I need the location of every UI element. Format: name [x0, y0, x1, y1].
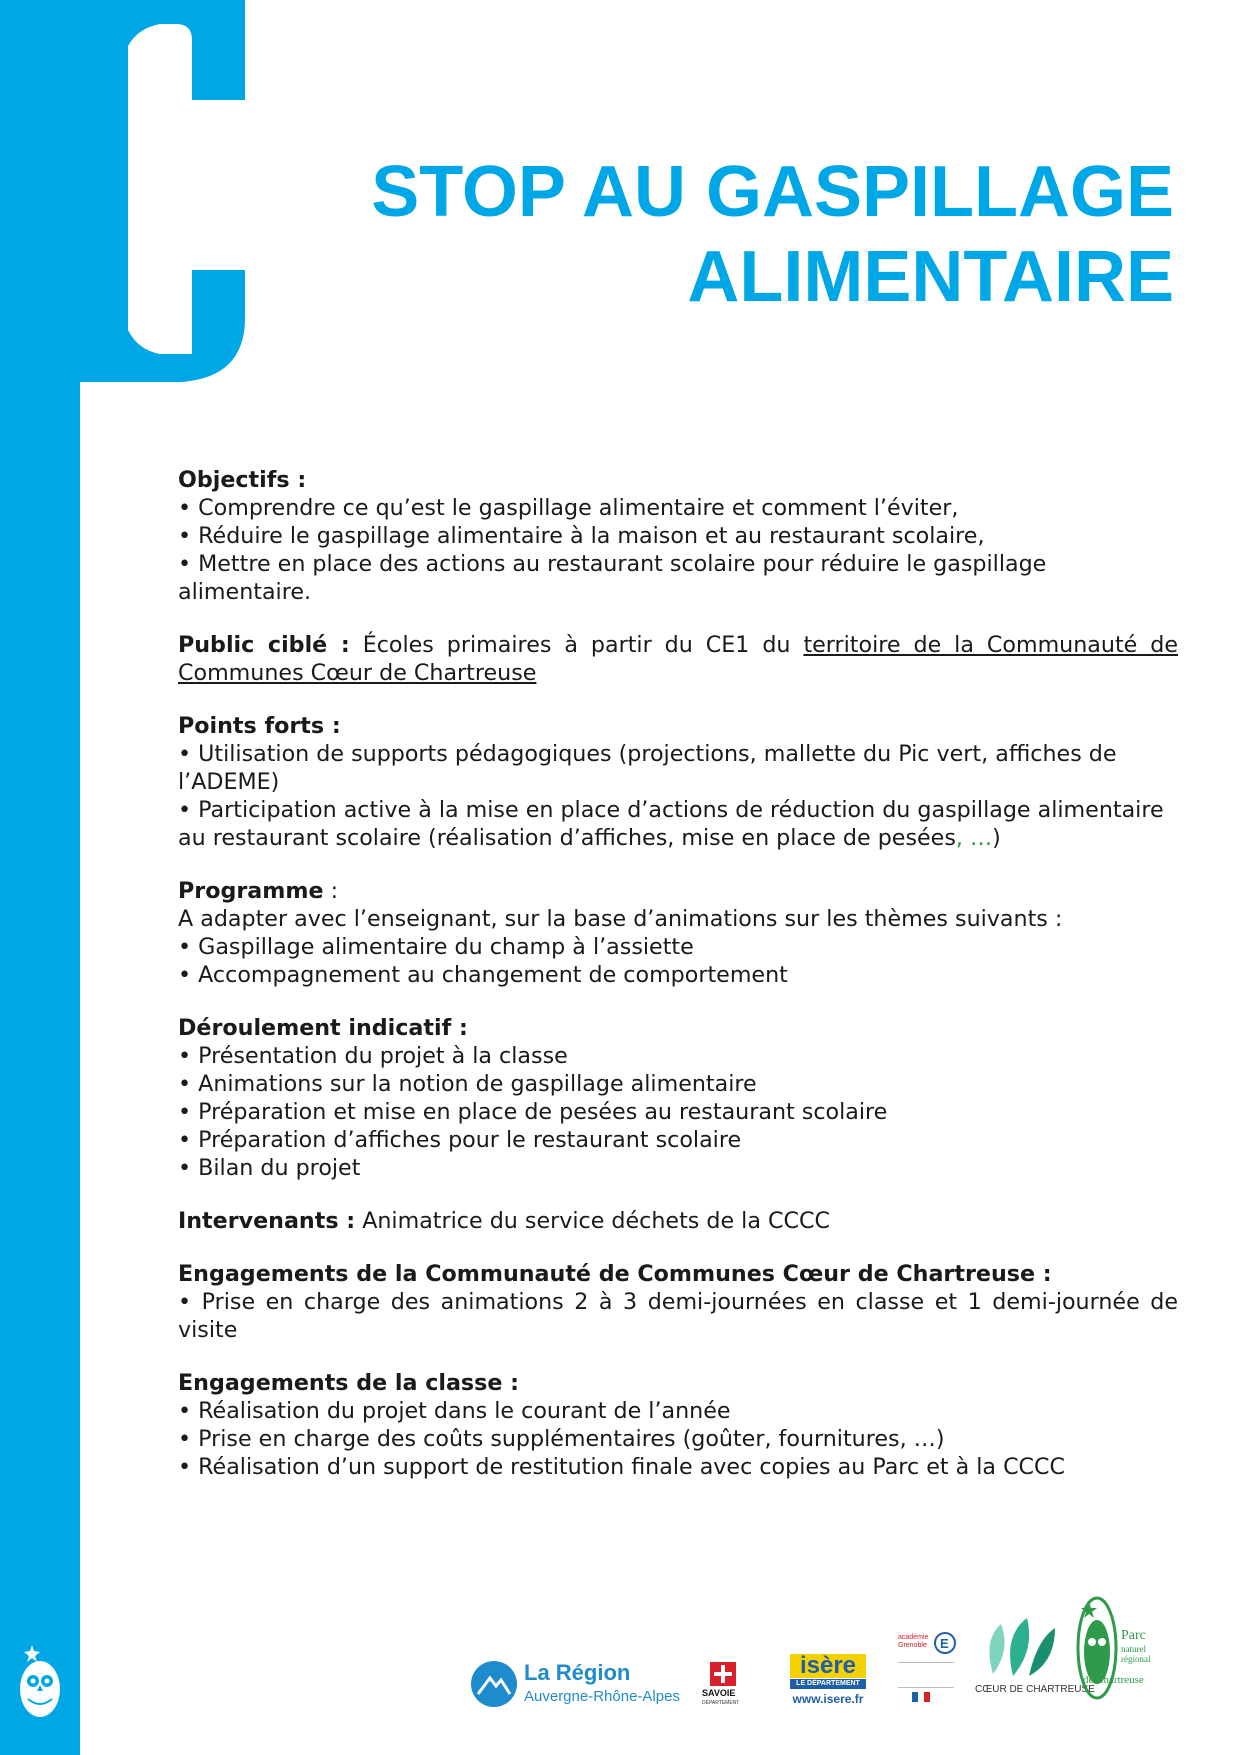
- deroulement-label: Déroulement indicatif :: [178, 1015, 468, 1041]
- programme-item: • Accompagnement au changement de comportement: [178, 962, 788, 988]
- parc-line-3: régional: [1121, 1654, 1151, 1664]
- leaves-icon: [979, 1610, 1059, 1680]
- deroulement-item: • Bilan du projet: [178, 1155, 361, 1181]
- public-text: Écoles primaires à partir du CE1 du: [349, 632, 804, 658]
- deroulement-item: • Préparation et mise en place de pesées au restaurant scolaire: [178, 1099, 888, 1125]
- title-line-2: ALIMENTAIRE: [687, 237, 1174, 317]
- academie-lines: [898, 1662, 954, 1688]
- isere-url: www.isere.fr: [792, 1692, 864, 1706]
- deroulement-item: • Présentation du projet à la classe: [178, 1043, 568, 1069]
- points-forts-close: ): [992, 825, 1001, 851]
- savoie-cross-icon: [710, 1662, 736, 1686]
- isere-logo: [790, 1654, 870, 1714]
- savoie-sublabel: DÉPARTEMENT: [702, 1700, 740, 1706]
- partner-logos: [460, 1590, 1180, 1720]
- section-intervenants: [178, 1207, 1178, 1235]
- section-programme: [178, 877, 1178, 989]
- section-deroulement: [178, 1014, 1178, 1182]
- programme-label-suffix: :: [323, 878, 339, 904]
- points-forts-ellipsis: , …: [955, 825, 993, 851]
- coeur-chartreuse-logo: [975, 1610, 1095, 1710]
- region-mountain-icon: [470, 1660, 518, 1708]
- points-forts-item: • Participation active à la mise en place d’actions de réduction du gaspillage alimentaire au restaurant scolaire (réalisation d’affiches, mise en place de pesées: [178, 797, 1164, 851]
- isere-name: isère: [790, 1654, 866, 1678]
- academie-label: académie Grenoble: [898, 1634, 929, 1649]
- parc-line-4: de Chartreuse: [1083, 1674, 1144, 1686]
- section-engagements-cc: [178, 1260, 1178, 1344]
- engagements-classe-item: • Réalisation du projet dans le courant de l’année: [178, 1398, 731, 1424]
- region-subname: Auvergne-Rhône-Alpes: [524, 1688, 680, 1705]
- programme-item: • Gaspillage alimentaire du champ à l’assiette: [178, 934, 694, 960]
- objectifs-item: • Comprendre ce qu’est le gaspillage alimentaire et comment l’éviter,: [178, 495, 959, 521]
- deroulement-item: • Préparation d’affiches pour le restaurant scolaire: [178, 1127, 742, 1153]
- engagements-cc-item: • Prise en charge des animations 2 à 3 demi-journées en classe et 1 demi-journée de visite: [178, 1289, 1178, 1343]
- public-label: Public ciblé :: [178, 632, 350, 658]
- intervenants-text: Animatrice du service déchets de la CCCC: [355, 1208, 830, 1234]
- engagements-classe-item: • Prise en charge des coûts supplémentaires (goûter, fournitures, …): [178, 1426, 945, 1452]
- points-forts-label: Points forts :: [178, 713, 341, 739]
- section-public: [178, 631, 1178, 687]
- points-forts-item: • Utilisation de supports pédagogiques (projections, mallette du Pic vert, affiches de l’ADEME): [178, 741, 1117, 795]
- section-objectifs: [178, 466, 1178, 606]
- savoie-logo: [702, 1662, 752, 1712]
- section-points-forts: [178, 712, 1178, 852]
- parc-line-1: Parc: [1121, 1628, 1146, 1643]
- objectifs-item: • Mettre en place des actions au restaurant scolaire pour réduire le gaspillage alimentaire.: [178, 551, 1047, 605]
- objectifs-item: • Réduire le gaspillage alimentaire à la maison et au restaurant scolaire,: [178, 523, 985, 549]
- coeur-label: CŒUR DE CHARTREUSE: [975, 1684, 1095, 1695]
- deroulement-item: • Animations sur la notion de gaspillage alimentaire: [178, 1071, 757, 1097]
- main-content: [178, 466, 1178, 1506]
- engagements-classe-item: • Réalisation d’un support de restitution finale avec copies au Parc et à la CCCC: [178, 1454, 1066, 1480]
- owl-icon: [14, 1635, 66, 1723]
- public-territory-link[interactable]: territoire de la Communauté de Communes Cœur de Chartreuse: [178, 632, 1179, 686]
- education-e-icon: [934, 1632, 956, 1654]
- academie-logo: [898, 1630, 958, 1710]
- savoie-label: SAVOIE: [702, 1688, 736, 1698]
- objectifs-label: Objectifs :: [178, 467, 307, 493]
- left-color-band: [0, 0, 80, 1755]
- programme-item: A adapter avec l’enseignant, sur la base d’animations sur les thèmes suivants :: [178, 906, 1063, 932]
- isere-band: LE DÉPARTEMENT: [790, 1679, 866, 1689]
- intervenants-label: Intervenants :: [178, 1208, 356, 1234]
- page-title: [371, 150, 1174, 320]
- pnr-chartreuse-logo: [1075, 1590, 1165, 1720]
- engagements-classe-label: Engagements de la classe :: [178, 1370, 519, 1396]
- parc-line-2: naturel: [1121, 1644, 1146, 1654]
- engagements-cc-label: Engagements de la Communauté de Communes Cœur de Chartreuse :: [178, 1261, 1052, 1287]
- region-logo: [470, 1660, 680, 1710]
- chartreuse-c-logo: [80, 0, 280, 390]
- title-line-1: STOP AU GASPILLAGE: [371, 152, 1174, 232]
- svg-text:E: E: [940, 1636, 949, 1651]
- section-engagements-classe: [178, 1369, 1178, 1481]
- region-name: La Région: [524, 1660, 631, 1685]
- republique-flag-icon: [912, 1692, 930, 1702]
- programme-label: Programme: [178, 878, 324, 904]
